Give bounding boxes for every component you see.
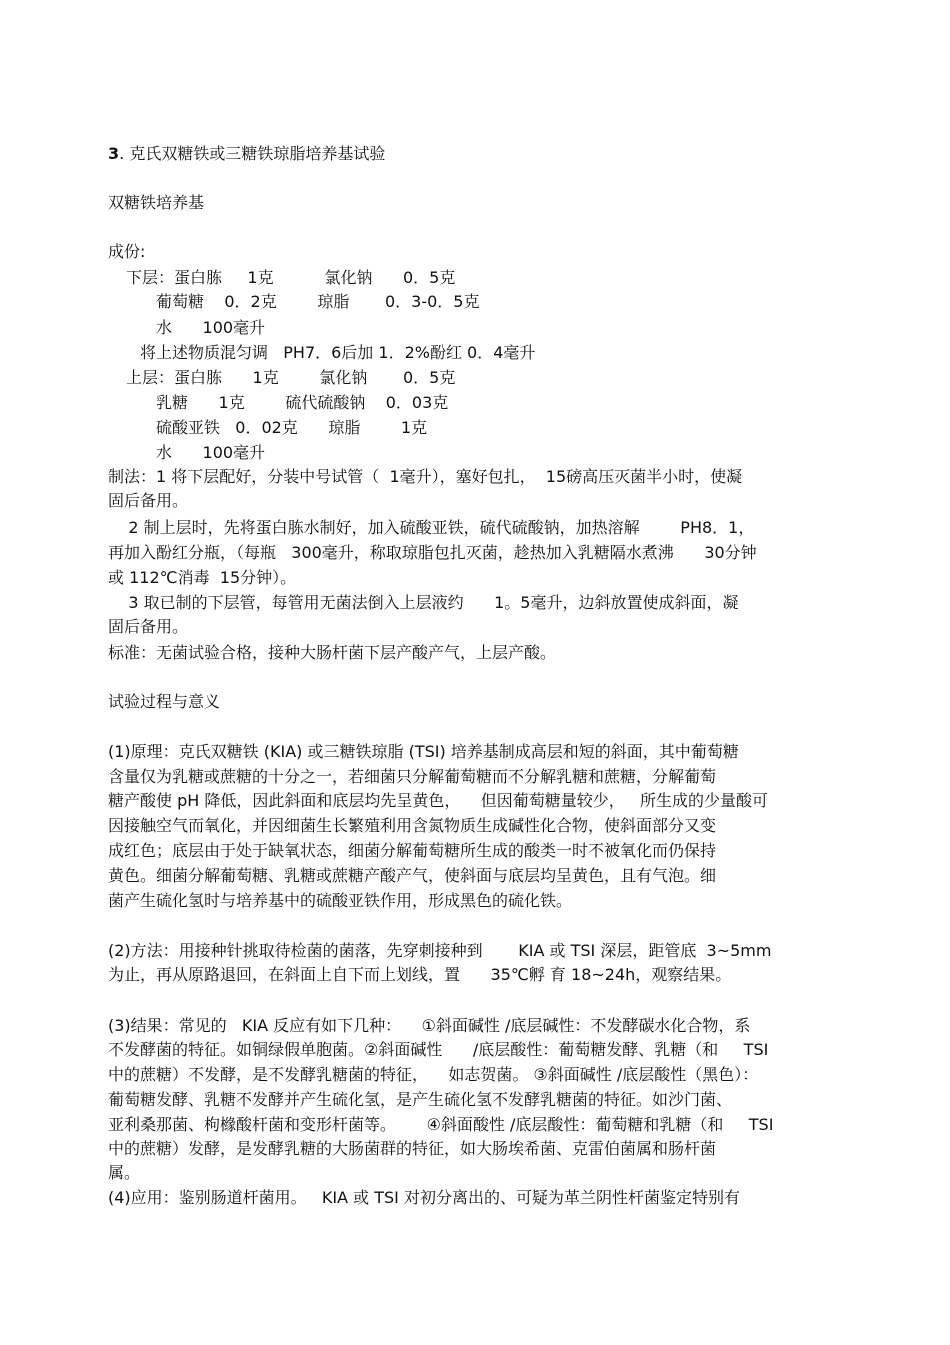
method-desc-line-1: (2)方法：用接种针挑取待检菌的菌落，先穿刺接种到 KIA 或 TSI 深层，距管底 3~5mm	[108, 941, 772, 960]
method-line-4: 再加入酚红分瓶，（每瓶 300毫升，称取琼脂包扎灭菌，趁热加入乳糖隔水煮沸 30分钟	[108, 543, 757, 562]
upper-layer-line-3: 硫酸亚铁 0．02克 琼脂 1克	[156, 418, 428, 437]
upper-layer-line-1: 上层：蛋白胨 1克 氯化钠 0．5克	[126, 368, 456, 387]
principle-line-1: (1)原理：克氏双糖铁 (KIA) 或三糖铁琼脂 (TSI) 培养基制成高层和短的斜面，其中葡萄糖	[108, 742, 739, 761]
composition-label: 成份:	[108, 242, 146, 261]
heading-text: . 克氏双糖铁或三糖铁琼脂培养基试验	[119, 144, 386, 163]
lower-layer-line-2: 葡萄糖 0．2克 琼脂 0．3-0．5克	[156, 292, 480, 311]
lower-layer-line-3: 水 100毫升	[156, 318, 266, 337]
result-line-4: 葡萄糖发酵、乳糖不发酵并产生硫化氢，是产生硫化氢不发酵乳糖菌的特征。如沙门菌、	[108, 1090, 733, 1109]
process-title: 试验过程与意义	[108, 692, 221, 711]
result-line-3: 中的蔗糖）不发酵，是不发酵乳糖菌的特征， 如志贺菌。 ③斜面碱性 /底层酸性（黑色）：	[108, 1065, 759, 1084]
method-line-1: 制法：1 将下层配好，分装中号试管（ 1毫升），塞好包扎， 15磅高压灭菌半小时，使凝	[108, 467, 743, 486]
method-line-6: 3 取已制的下层管，每管用无菌法倒入上层液约 1。5毫升，边斜放置使成斜面，凝	[108, 593, 739, 612]
result-line-2: 不发酵菌的特征。如铜绿假单胞菌。②斜面碱性 /底层酸性：葡萄糖发酵、乳糖（和 TSI	[108, 1040, 769, 1059]
upper-layer-line-4: 水 100毫升	[156, 443, 266, 462]
method-line-7: 固后备用。	[108, 617, 189, 636]
method-line-5: 或 112℃消毒 15分钟）。	[108, 568, 297, 587]
result-line-5: 亚利桑那菌、枸橼酸杆菌和变形杆菌等。 ④斜面酸性 /底层酸性：葡萄糖和乳糖（和 TSI	[108, 1115, 774, 1134]
standard-line: 标准：无菌试验合格，接种大肠杆菌下层产酸产气，上层产酸。	[108, 643, 557, 662]
method-line-3: 2 制上层时，先将蛋白胨水制好，加入硫酸亚铁，硫代硫酸钠，加热溶解 PH8．1，	[108, 518, 755, 537]
principle-line-7: 菌产生硫化氢时与培养基中的硫酸亚铁作用，形成黑色的硫化铁。	[108, 891, 573, 910]
section-heading	[108, 144, 385, 164]
principle-line-5: 成红色；底层由于处于缺氧状态，细菌分解葡萄糖所生成的酸类一时不被氧化而仍保持	[108, 841, 717, 860]
result-line-6: 中的蔗糖）发酵，是发酵乳糖的大肠菌群的特征，如大肠埃希菌、克雷伯菌属和肠杆菌	[108, 1139, 717, 1158]
result-line-7: 属。	[108, 1163, 141, 1182]
principle-line-2: 含量仅为乳糖或蔗糖的十分之一，若细菌只分解葡萄糖而不分解乳糖和蔗糖，分解葡萄	[108, 767, 717, 786]
principle-line-4: 因接触空气而氧化，并因细菌生长繁殖利用含氮物质生成碱性化合物，使斜面部分又变	[108, 816, 717, 835]
principle-line-6: 黄色。细菌分解葡萄糖、乳糖或蔗糖产酸产气，使斜面与底层均呈黄色，且有气泡。细	[108, 866, 717, 885]
method-line-2: 固后备用。	[108, 491, 189, 510]
upper-layer-line-2: 乳糖 1克 硫代硫酸钠 0．03克	[156, 393, 449, 412]
subheading: 双糖铁培养基	[108, 193, 205, 212]
heading-number: 3	[108, 144, 120, 163]
method-desc-line-2: 为止，再从原路退回，在斜面上自下而上划线，置 35℃孵 育 18~24h，观察结果。	[108, 965, 732, 984]
result-line-1: (3)结果：常见的 KIA 反应有如下几种： ①斜面碱性 /底层碱性：不发酵碳水化合物，系	[108, 1016, 751, 1035]
application-line-1: (4)应用：鉴别肠道杆菌用。 KIA 或 TSI 对初分离出的、可疑为革兰阴性杆菌鉴定特别有	[108, 1188, 740, 1207]
lower-layer-line-4: 将上述物质混匀调 PH7．6后加 1．2%酚红 0．4毫升	[140, 343, 536, 362]
principle-line-3: 糖产酸使 pH 降低，因此斜面和底层均先呈黄色， 但因葡萄糖量较少， 所生成的少量酸可	[108, 791, 768, 810]
lower-layer-line-1: 下层：蛋白胨 1克 氯化钠 0．5克	[126, 268, 456, 287]
